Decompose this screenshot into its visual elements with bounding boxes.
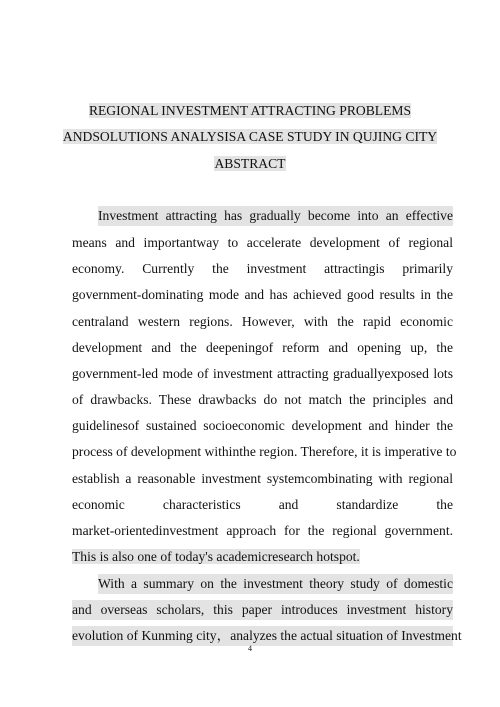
paragraph-line: economic characteristics and standardize the	[72, 497, 453, 512]
paragraph-line: government-dominating mode and has achieved good results in the	[72, 287, 453, 302]
title-text: ANDSOLUTIONS ANALYSISA CASE STUDY IN QUJING CITY	[62, 129, 438, 144]
title-text: REGIONAL INVESTMENT ATTRACTING PROBLEMS	[88, 103, 412, 118]
paragraph-line: government-led mode of investment attracting graduallyexposed lots	[72, 366, 453, 381]
paragraph-line: evolution of Kunming city，analyzes the actual situation of Investment	[72, 626, 453, 646]
paragraph-line: economy. Currently the investment attractingis primarily	[72, 261, 453, 276]
page-number: 4	[248, 644, 252, 653]
title-line-1	[0, 101, 500, 121]
paragraph-line: establish a reasonable investment systemcombinating with regional	[72, 471, 453, 486]
paragraph-line: and overseas scholars, this paper introduces investment history	[72, 600, 453, 620]
paragraph-line	[72, 547, 453, 567]
paragraph-line: With a summary on the investment theory study of domestic	[98, 574, 453, 594]
abstract-heading	[0, 154, 500, 174]
paragraph-line: guidelinesof sustained socioeconomic development and hinder the	[72, 418, 453, 433]
abstract-heading-text: ABSTRACT	[214, 156, 286, 171]
paragraph-line: development and the deepeningof reform and opening up, the	[72, 340, 453, 355]
title-line-2	[0, 127, 500, 147]
paragraph-line: centraland western regions. However, with the rapid economic	[72, 314, 453, 329]
paragraph-line: means and importantway to accelerate development of regional	[72, 235, 453, 250]
paragraph-line: Investment attracting has gradually become into an effective	[98, 206, 453, 226]
paragraph-line: market-orientedinvestment approach for the regional government.	[72, 523, 453, 538]
paragraph-line: process of development withinthe region. Therefore, it is imperative to	[72, 444, 457, 459]
paragraph-line-text: This is also one of today's academicresearch hotspot.	[72, 549, 360, 564]
paragraph-line: of drawbacks. These drawbacks do not match the principles and	[72, 392, 453, 407]
